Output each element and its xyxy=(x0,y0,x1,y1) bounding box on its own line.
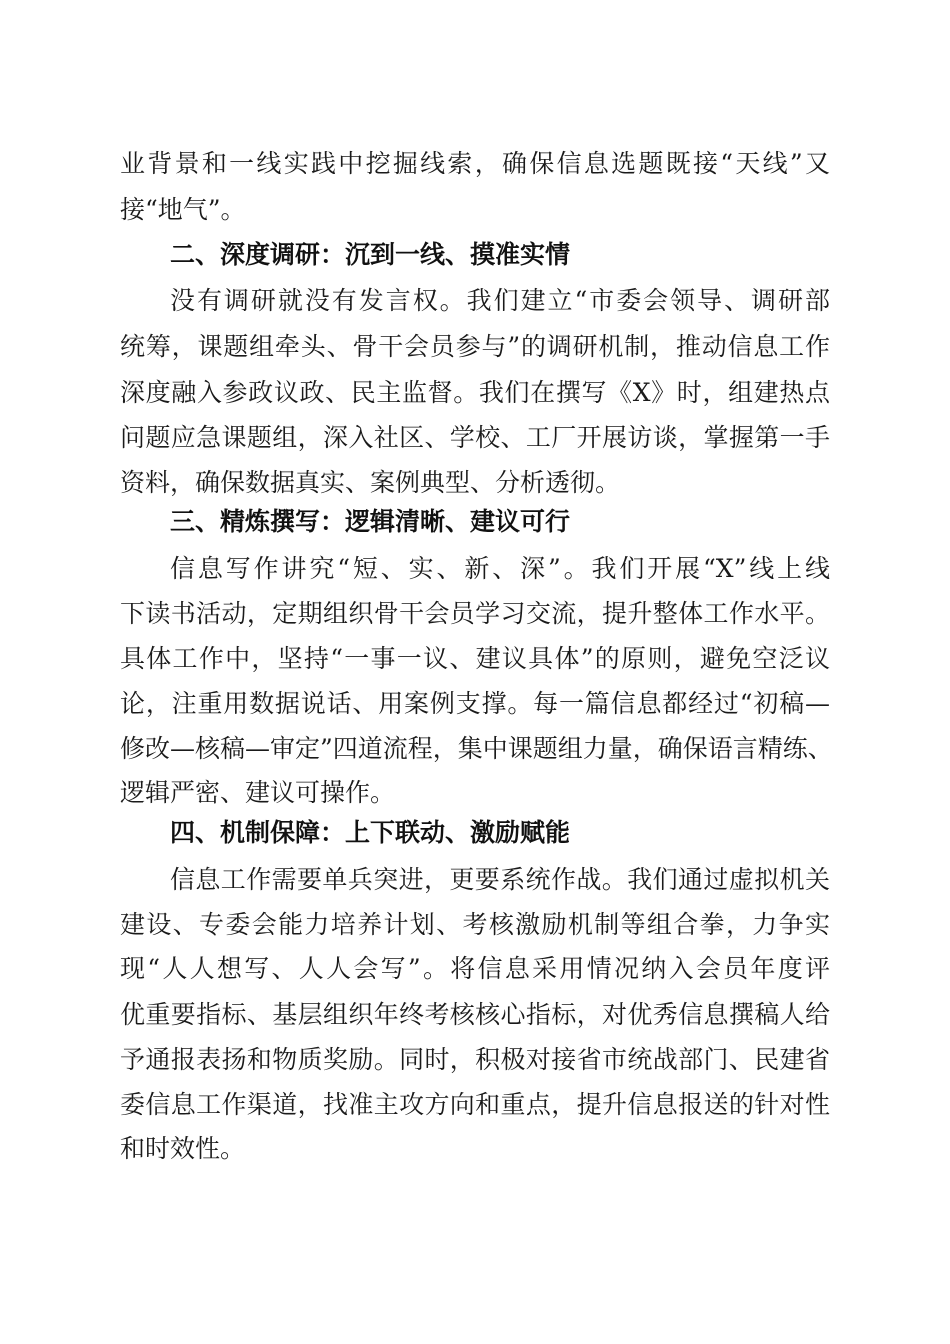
section-heading: 二、深度调研：沉到一线、摸准实情 xyxy=(170,240,571,269)
section-heading: 三、精炼撰写：逻辑清晰、建议可行 xyxy=(170,507,571,536)
paragraph-line: 问题应急课题组，深入社区、学校、工厂开展访谈，掌握第一手 xyxy=(120,423,830,452)
paragraph-line: 修改—核稿—审定”四道流程，集中课题组力量，确保语言精练、 xyxy=(120,734,833,763)
paragraph-line: 予通报表扬和物质奖励。同时，积极对接省市统战部门、民建省 xyxy=(120,1045,830,1074)
paragraph-line: 没有调研就没有发言权。我们建立“市委会领导、调研部 xyxy=(170,286,830,315)
paragraph-line: 下读书活动，定期组织骨干会员学习交流，提升整体工作水平。 xyxy=(120,599,830,628)
paragraph-line: 委信息工作渠道，找准主攻方向和重点，提升信息报送的针对性 xyxy=(120,1090,830,1119)
paragraph-line: 逻辑严密、建议可操作。 xyxy=(120,778,396,807)
paragraph-line: 优重要指标、基层组织年终考核核心指标，对优秀信息撰稿人给 xyxy=(120,1000,830,1029)
paragraph-line: 接“地气”。 xyxy=(120,195,246,224)
paragraph-line: 统筹，课题组牵头、骨干会员参与”的调研机制，推动信息工作 xyxy=(120,332,830,361)
section-heading: 四、机制保障：上下联动、激励赋能 xyxy=(170,818,571,847)
paragraph-line: 具体工作中，坚持“一事一议、建议具体”的原则，避免空泛议 xyxy=(120,644,830,673)
paragraph-line: 资料，确保数据真实、案例典型、分析透彻。 xyxy=(120,468,621,497)
paragraph-line: 和时效性。 xyxy=(120,1134,246,1163)
paragraph-line: 论，注重用数据说话、用案例支撑。每一篇信息都经过“初稿— xyxy=(120,689,830,718)
paragraph-line: 业背景和一线实践中挖掘线索，确保信息选题既接“天线”又 xyxy=(120,149,830,178)
paragraph-line: 信息工作需要单兵突进，更要系统作战。我们通过虚拟机关 xyxy=(170,865,830,894)
paragraph-line: 信息写作讲究“短、实、新、深”。我们开展“X”线上线 xyxy=(170,554,830,583)
paragraph-line: 深度融入参政议政、民主监督。我们在撰写《X》时，组建热点 xyxy=(120,378,830,407)
paragraph-line: 现“人人想写、人人会写”。将信息采用情况纳入会员年度评 xyxy=(120,954,830,983)
paragraph-line: 建设、专委会能力培养计划、考核激励机制等组合拳，力争实 xyxy=(120,910,830,939)
